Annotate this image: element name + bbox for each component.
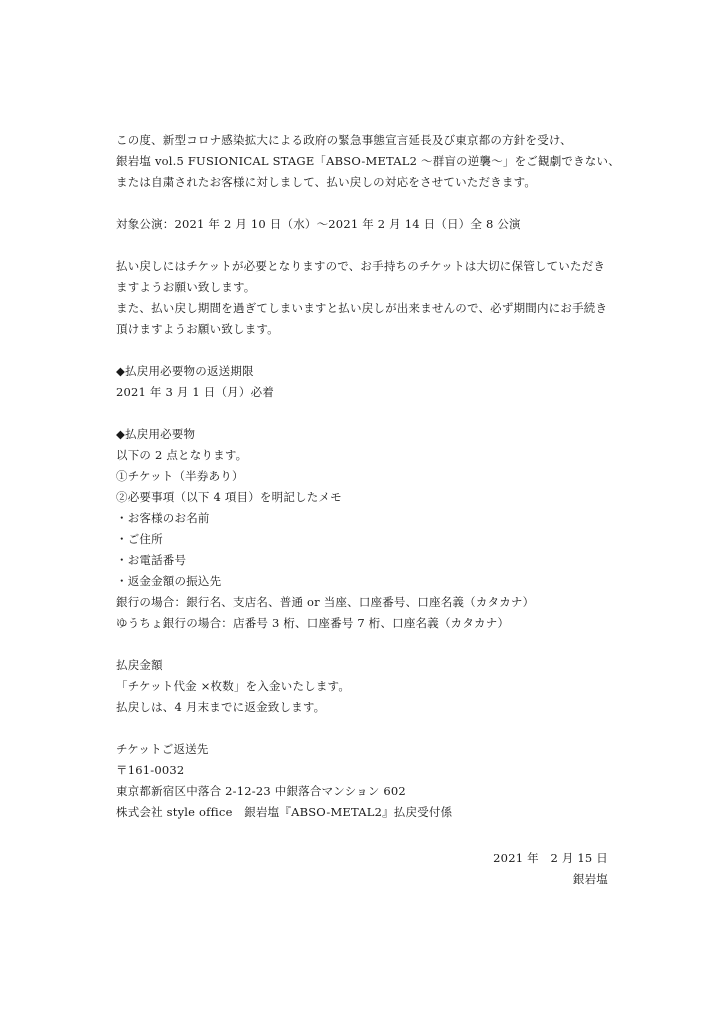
notice-line-1: 払い戻しにはチケットが必要となりますので、お手持ちのチケットは大切に保管していただき — [116, 259, 606, 273]
required-line: ①チケット（半券あり） — [116, 469, 244, 483]
street-address: 東京都新宿区中落合 2-12-23 中銀落合マンション 602 — [116, 784, 406, 798]
signature-name: 銀岩塩 — [572, 872, 608, 886]
refund-line: 「チケット代金 ×枚数」を入金いたします。 — [116, 679, 351, 693]
required-line: ・お電話番号 — [116, 553, 187, 567]
target-performances: 対象公演：2021 年 2 月 10 日（水）～2021 年 2 月 14 日（日）全 8 公演 — [116, 217, 521, 231]
signature-block — [493, 848, 608, 890]
spacer — [116, 340, 616, 361]
notice-line-3: また、払い戻し期間を過ぎてしまいますと払い戻しが出来ませんので、必ず期間内にお手続き — [116, 301, 608, 315]
required-heading: ◆払戻用必要物 — [116, 427, 196, 441]
notice-line-4: 頂けますようお願い致します。 — [116, 322, 279, 336]
spacer — [116, 193, 616, 214]
required-line: ・お客様のお名前 — [116, 511, 210, 525]
spacer — [116, 634, 616, 655]
intro-line-2: 銀岩塩 vol.5 FUSIONICAL STAGE「ABSO-METAL2 ～群盲の逆襲～」をご観劇できない、 — [116, 154, 620, 168]
refund-line: 払戻しは、4 月末までに返金致します。 — [116, 700, 326, 714]
required-line: ゆうちょ銀行の場合：店番号 3 桁、口座番号 7 桁、口座名義（カタカナ） — [116, 616, 510, 630]
address-heading: チケットご返送先 — [116, 742, 209, 756]
required-line: 以下の 2 点となります。 — [116, 448, 248, 462]
signature-date: 2021 年 2 月 15 日 — [493, 851, 608, 865]
required-line: 銀行の場合：銀行名、支店名、普通 or 当座、口座番号、口座名義（カタカナ） — [116, 595, 535, 609]
required-line: ・ご住所 — [116, 532, 163, 546]
refund-heading: 払戻金額 — [116, 658, 163, 672]
deadline-heading: ◆払戻用必要物の返送期限 — [116, 364, 254, 378]
notice-body — [116, 130, 620, 823]
spacer — [116, 235, 616, 256]
spacer — [116, 718, 616, 739]
recipient: 株式会社 style office 銀岩塩『ABSO-METAL2』払戻受付係 — [116, 805, 453, 819]
intro-line-1: この度、新型コロナ感染拡大による政府の緊急事態宣言延長及び東京都の方針を受け、 — [116, 133, 572, 147]
intro-line-3: または自粛されたお客様に対しまして、払い戻しの対応をさせていただきます。 — [116, 175, 537, 189]
spacer — [116, 403, 616, 424]
deadline-date: 2021 年 3 月 1 日（月）必着 — [116, 385, 274, 399]
notice-line-2: ますようお願い致します。 — [116, 280, 256, 294]
postal-code: 〒161-0032 — [116, 763, 185, 777]
required-line: ②必要事項（以下 4 項目）を明記したメモ — [116, 490, 342, 504]
required-line: ・返金金額の振込先 — [116, 574, 222, 588]
